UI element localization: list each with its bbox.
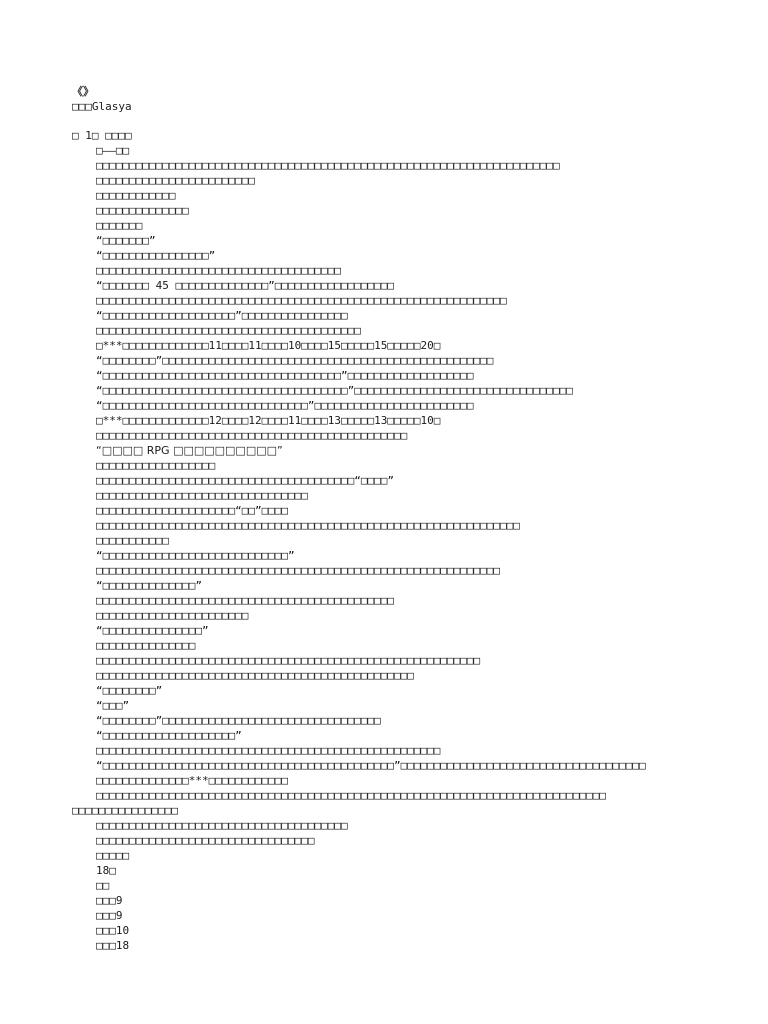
paragraph: □□□□□□□□□□□□□□□□□□□□□□□□□□□□□□□□□□□□□□□□□□□□□□□□□□□□□□□□□□□□□□ [96,294,507,307]
paragraph: □□□□□□□□□□□□□□ [96,204,189,217]
dialogue-line: “□□□□□□□□□□□□□□” [96,579,202,592]
dialogue-line: “□□□□□□□□”□□□□□□□□□□□□□□□□□□□□□□□□□□□□□□□□□□□□□□□□□□□□□□□□□□ [96,354,494,367]
dialogue-line: “□□□□□□□□□□□□□□□□□□□□□□□□□□□□□□□”□□□□□□□□□□□□□□□□□□□□□□□□ [96,399,474,412]
body-text [72,143,702,953]
list-item: □□ [96,879,110,892]
title-mark: 《》 [72,85,94,98]
dialogue-line: “□□□□□□□□□□□□□□□□□□□□□□□□□□□□□□□□□□□□□”□□□□□□□□□□□□□□□□□□□□□□□□□□□□□□□□□ [96,384,573,397]
dialogue-line: “□□□□□□□□□□□□□□□” [96,624,209,637]
paragraph: □□□□□□□□□□□□□□□□□□ [96,459,216,472]
paragraph: □□□□□□□□□□□□□□□□□□□□□□□□□□□□□□□□□□□□□□□□□□□□□□□□□□□□□□□□□□□□□□□□□□□□□□ [96,159,560,172]
paragraph: □□□□□□□□□□□□□□□□□□□□□□□□□□□□□□□□□□□□□□□□□□□□□□□□□□□□□□□□□□□□□ [96,564,500,577]
paragraph: □□□□□□□□□□□□□□□□□□□□□□□□□□□□□□□□□□□□□□□□□□□□□□□□□□□□ [96,744,441,757]
list-item: □□□9 [96,909,123,922]
blank-line [72,114,702,128]
paragraph: □□□□□□□□□□□□□□□□□□□□□□□□□□□□□□□□□□□□□□□□ [96,324,361,337]
list-item: □□□18 [96,939,130,952]
paragraph: □□□□□□□□□□□□□□□□□□□□□□□□□□□□□□□□□□□□□□□□□□□□□□□□□□□□□□□□□□ [96,654,481,667]
paragraph: □□□□□□□□□□□□□□***□□□□□□□□□□□□ [96,774,289,787]
dialogue-line: “□□□□□□□” [96,234,156,247]
paragraph: □□□□□□□□□□□□□□□□□□□□□□□ [96,609,249,622]
paragraph: □□□□□ [96,849,130,862]
paragraph: □——□□ [96,144,130,157]
chapter-heading: □ 1□ □□□□ [72,129,132,142]
paragraph: □□□□□□□□□□□□ [96,189,176,202]
paragraph: □□□□□□□□□□□□□□□□□□□□□□□□□□□□□□□□ [96,489,308,502]
paragraph: □□□□□□□□□□□□□□□ [96,639,196,652]
paragraph: □□□□□□□□□□□□□□□□□□□□□□□□□□□□□□□□□ [96,834,315,847]
paragraph: □□□□□□□□□□□□□□□□□□□□□□□□□□□□□□□□□□□□□□□□□□□□□□□□□□□□□□□□□□□□□□□□ [96,519,520,532]
paragraph: □□□□□□□□□□□□□□□□□□□□□□□□ [96,174,255,187]
document-page [72,84,702,953]
author-line: □□□Glasya [72,100,132,113]
list-item: □□□9 [96,894,123,907]
paragraph: □□□□□□□□□□□□□□□□□□□□□□□□□□□□□□□□□□□□□□□□□□□□□ [96,594,395,607]
paragraph: □□□□□□□□□□□□□□□□□□□□□□□□□□□□□□□□□□□□□□□□□□□□□□□□□□□□□□□□□□□□□□□□□□□□□□□□□□□□□ [96,789,606,802]
paragraph: □□□□□□□□□□□□□□□□□□□□□□□□□□□□□□□□□□□□□□□□□□□□□□□□ [96,669,414,682]
stats-line: □***□□□□□□□□□□□□□12□□□□12□□□□11□□□□13□□□□□13□□□□□10□ [96,414,441,427]
dialogue-line: “□□□□□□□□□□□□□□□□□□□□□□□□□□□□□□□□□□□□”□□□□□□□□□□□□□□□□□□□ [96,369,474,382]
list-item: □□□10 [96,924,130,937]
paragraph: □□□□□□□□□□□□□□□□□□□□□“□□”□□□□ [96,504,289,517]
dialogue-line: “□□□□□□□□□□□□□□□□□□□□□□□□□□□□□□□□□□□□□□□□□□□□”□□□□□□□□□□□□□□□□□□□□□□□□□□□□□□□□□□□□□ [96,759,646,772]
dialogue-line: “□□□□□□□ 45 □□□□□□□□□□□□□□”□□□□□□□□□□□□□□□□□□ [96,279,395,292]
dialogue-line: “□□□□□□□□” [96,684,163,697]
dialogue-line: “□□□” [96,699,130,712]
dialogue-line: “□□□□□□□□□□□□□□□□” [96,249,216,262]
paragraph: □□□□□□□□□□□ [96,534,169,547]
dialogue-line: “□□□□ RPG □□□□□□□□□□” [96,444,283,457]
list-item: 18□ [96,864,116,877]
paragraph: □□□□□□□□□□□□□□□□□□□□□□□□□□□□□□□□□□□□□□□“□□□□” [96,474,395,487]
paragraph: □□□□□□□□□□□□□□□□□□□□□□□□□□□□□□□□□□□□□ [96,264,342,277]
stats-line: □***□□□□□□□□□□□□□11□□□□11□□□□10□□□□15□□□□□15□□□□□20□ [96,339,441,352]
paragraph: □□□□□□□□□□□□□□□□□□□□□□□□□□□□□□□□□□□□□□ [96,819,348,832]
dialogue-line: “□□□□□□□□□□□□□□□□□□□□” [96,729,242,742]
paragraph: □□□□□□□□□□□□□□□□□□□□□□□□□□□□□□□□□□□□□□□□□□□□□□□ [96,429,408,442]
dialogue-line: “□□□□□□□□□□□□□□□□□□□□”□□□□□□□□□□□□□□□□ [96,309,348,322]
dialogue-line: “□□□□□□□□”□□□□□□□□□□□□□□□□□□□□□□□□□□□□□□□□□ [96,714,381,727]
dialogue-line: “□□□□□□□□□□□□□□□□□□□□□□□□□□□□” [96,549,295,562]
paragraph-continuation: □□□□□□□□□□□□□□□□ [72,804,178,817]
paragraph: □□□□□□□ [96,219,143,232]
